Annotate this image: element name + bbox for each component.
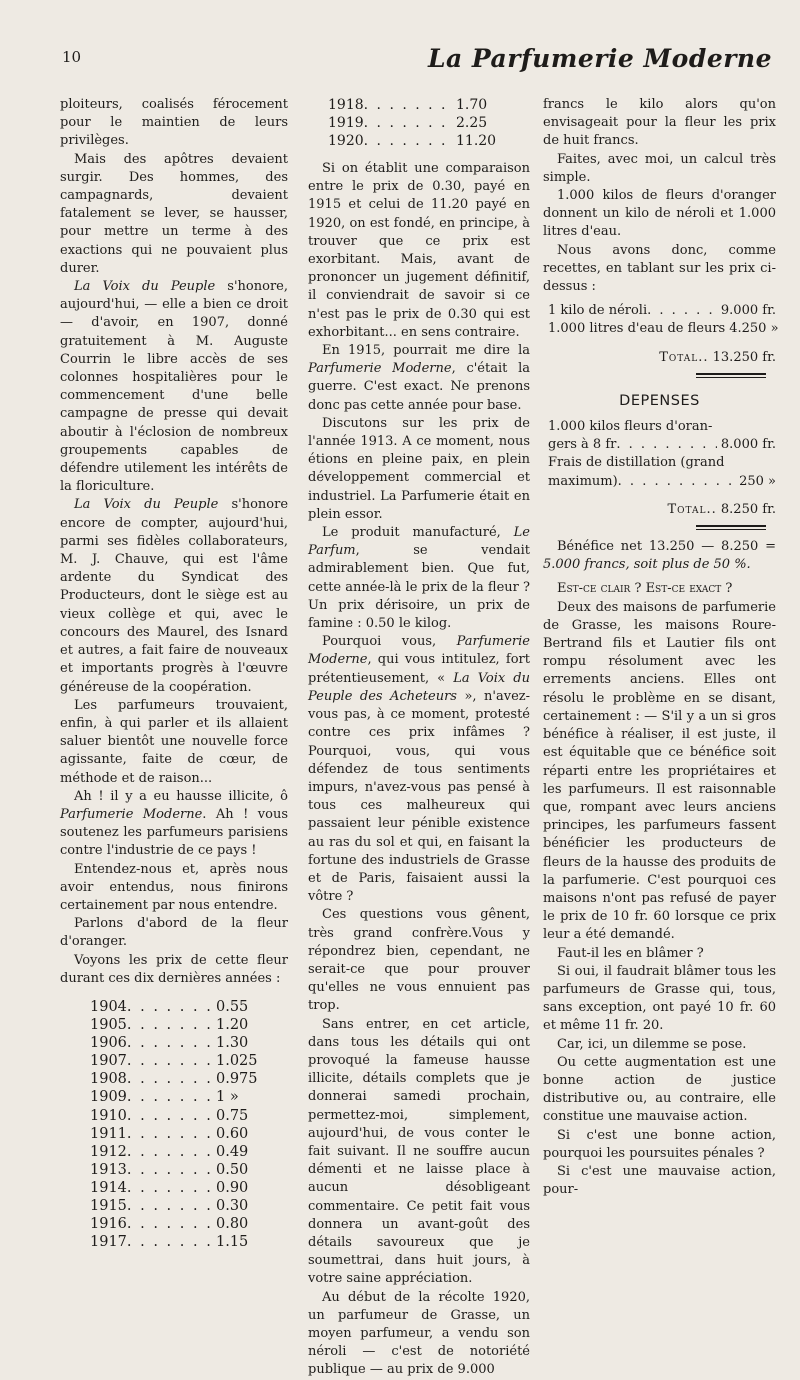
table-row [90, 1233, 260, 1251]
column-3 [543, 96, 779, 1199]
paragraph: Deux des maisons de parfumerie de Grasse, les maisons Roure-Bertrand fils et Lautier fils ont rompu résolument avec les errements anciens. Elles ont résolu le problème en se disant, certainement : — S'il y a un si gros bénéfice à réaliser, il est juste, il est équitable que ce bénéfice soit réparti entre les propriétaires et les parfumeurs. Il est raisonnable que, rompant avec leurs anciens principes, les parfumeurs fassent bénéficier les producteurs de fleurs de la hausse des produits de la parfumerie. C'est pourquoi ces maisons n'ont pas refusé de payer le prix de 10 fr. 60 lorsque ce prix leur a été demandé. [543, 599, 776, 943]
table-row [90, 998, 260, 1016]
row-label: 1913 [90, 1161, 127, 1178]
row-value: 0.975 [216, 1071, 258, 1088]
paragraph: La Voix du Peuple s'honore, aujourd'hui, — elle a bien ce droit — d'avoir, en 1907, donné gratuitement à M. Auguste Courrin le libre accès de ses colonnes hospitalières pour le commencement d'une belle campagne de presse qui devait aboutir à l'éclosion de nombreux groupements capables de défendre utilement les intérêts de la floriculture. [60, 279, 288, 495]
table-row [90, 1088, 260, 1106]
table-row [548, 320, 779, 338]
paragraph: Faites, avec moi, un calcul très simple. [543, 151, 776, 185]
paragraph: Le produit manufacturé, Le Parfum, se vendait admirablement bien. Que fut, cette année-là le prix de la fleur ? Un prix dérisoire, un prix de famine : 0.50 le kilog. [308, 525, 530, 632]
paragraph: Nous avons donc, comme recettes, en tablant sur les prix ci-dessus : [543, 242, 776, 295]
row-value: 0.80 [216, 1216, 249, 1233]
expense-line: Frais de distillation (grand [548, 455, 725, 471]
leader-dots [364, 114, 452, 132]
row-label: 1914 [90, 1179, 127, 1196]
row-value: 0.55 [216, 998, 249, 1015]
paragraph: Parlons d'abord de la fleur d'oranger. [60, 916, 288, 950]
column-2 [308, 96, 530, 1380]
receipts-table [548, 302, 779, 338]
row-value: 0.60 [216, 1125, 249, 1142]
row-label: 1916 [90, 1216, 127, 1233]
page-number: 10 [62, 48, 82, 66]
table-row [90, 1052, 260, 1070]
table-row [328, 96, 500, 114]
leader-dots [364, 132, 452, 150]
paragraph: Discutons sur les prix de l'année 1913. A ce moment, nous étions en pleine paix, en plein développement commercial et industriel. La Parfumerie était en plein essor. [308, 415, 530, 522]
paragraph: La Voix du Peuple s'honore encore de compter, aujourd'hui, parmi ses fidèles collaborateurs, M. J. Chauve, qui est l'âme ardente du Syndicat des Producteurs, dont le siège est au vieux collège et qui, avec le concours des Maurel, des Isnard et autres, a fait faire de nouveaux et importants progrès à l'œuvre généreuse de la coopération. [60, 497, 289, 695]
leader-dots [127, 1233, 212, 1251]
paragraph: Voyons les prix de cette fleur durant ces dix dernières années : [60, 952, 288, 986]
table-row [90, 1179, 260, 1197]
paragraph: francs le kilo alors qu'on envisageait pour la fleur les prix de huit francs. [543, 97, 776, 149]
double-rule [696, 525, 766, 530]
row-value: 0.30 [216, 1197, 249, 1214]
leader-dots [127, 1052, 212, 1070]
paragraph: Ces questions vous gênent, très grand confrère.Vous y répondrez bien, cependant, ne serait-ce que pour prouver qu'elles ne vous ennuient pas trop. [308, 907, 530, 1014]
row-value: 1.20 [216, 1017, 249, 1034]
double-rule [696, 373, 766, 378]
row-label: 1910 [90, 1107, 127, 1124]
leader-dots [127, 1107, 212, 1125]
row-label: 1918 [328, 97, 364, 113]
row-value: 1.15 [216, 1234, 249, 1251]
row-label: 1904 [90, 998, 127, 1015]
newspaper-name: La Voix du Peuple [74, 497, 219, 513]
row-value: 9.000 fr. [720, 303, 776, 319]
leader-dots [127, 1016, 212, 1034]
leader-dots [127, 1197, 212, 1215]
receipts-total: Total.. 13.250 fr. [659, 349, 776, 365]
expense-line: 1.000 kilos fleurs d'oran- [548, 419, 713, 435]
row-label: 1915 [90, 1197, 127, 1214]
table-row [328, 114, 500, 132]
depenses-heading: DEPENSES [619, 392, 700, 409]
row-label: 1906 [90, 1035, 127, 1052]
paragraph: 1.000 kilos de fleurs d'oranger donnent un kilo de néroli et 1.000 litres d'eau. [543, 188, 776, 240]
row-label: 1905 [90, 1017, 127, 1034]
benefit-line: Bénéfice net 13.250 — 8.250 = 5.000 francs, soit plus de 50 %. [543, 539, 776, 573]
table-row [90, 1161, 260, 1179]
table-row [90, 1215, 260, 1233]
orange-blossom-price-table-continued [328, 96, 500, 150]
table-row [90, 1125, 260, 1143]
row-label: 1.000 litres d'eau de fleurs [548, 321, 726, 337]
table-row [90, 1016, 260, 1034]
leader-dots [127, 1179, 212, 1197]
leader-dots [127, 1070, 212, 1088]
row-value: 2.25 [456, 115, 488, 131]
row-value: 0.49 [216, 1143, 249, 1160]
orange-blossom-price-table [90, 998, 260, 1251]
leader-dots [127, 1143, 212, 1161]
column-1 [60, 96, 288, 1251]
row-label: 1919 [328, 115, 364, 131]
paragraph: Si oui, il faudrait blâmer tous les parfumeurs de Grasse qui, tous, sans exception, ont payé 10 fr. 60 et même 11 fr. 20. [543, 963, 776, 1034]
row-label: 1909 [90, 1089, 127, 1106]
paragraph: Entendez-nous et, après nous avoir entendus, nous finirons certainement par nous entendre. [60, 861, 288, 913]
leader-dots [127, 1034, 212, 1052]
leader-dots [127, 1088, 212, 1106]
row-label: 1917 [90, 1234, 127, 1251]
expense-row: maximum) . . . 250 » [548, 473, 776, 491]
row-label: 1912 [90, 1143, 127, 1160]
paragraph: Ah ! il y a eu hausse illicite, ô Parfumerie Moderne. Ah ! vous soutenez les parfumeurs parisiens contre l'industrie de ce pays ! [60, 788, 288, 859]
row-value: 0.90 [216, 1179, 249, 1196]
paragraph: Si on établit une comparaison entre le prix de 0.30, payé en 1915 et celui de 11.20 payé en 1920, on est fondé, en principe, à trouver que ce prix est exorbitant. Mais, avant de prononcer un jugement définitif, il conviendrait de savoir si ce n'est pas le prix de 0.30 qui est exhorbitant... en sens contraire. [308, 161, 530, 340]
leader-dots [127, 1215, 212, 1233]
row-label: 1 kilo de néroli [548, 303, 648, 319]
row-label: 1911 [90, 1125, 127, 1142]
paragraph: Si c'est une mauvaise action, pour- [543, 1163, 776, 1198]
row-value: 1.70 [456, 97, 488, 113]
table-row [90, 1070, 260, 1088]
paragraph: Mais des apôtres devaient surgir. Des hommes, des campagnards, devaient fatalement se lever, se hausser, pour mettre un terme à des exactions qui ne pouvaient plus durer. [60, 151, 288, 276]
paragraph: Faut-il les en blâmer ? [557, 945, 704, 961]
row-value: 1.30 [216, 1035, 249, 1052]
paragraph: Ou cette augmentation est une bonne action de justice distributive ou, au contraire, elle constitue une mauvaise action. [543, 1054, 776, 1125]
leader-dots [127, 1161, 212, 1179]
row-value: 4.250 » [729, 321, 779, 337]
paragraph: Sans entrer, en cet article, dans tous les détails qui ont provoqué la fameuse hausse illicite, détails complets que je donnerai samedi prochain, permettez-moi, simplement, aujourd'hui, de vous conter le fait suivant. Il ne souffre aucun démenti et ne laisse place à aucun désobligeant commentaire. Ce petit fait vous donnera un avant-goût des détails savoureux que je soumettrai, dans huit jours, à votre saine appréciation. [308, 1016, 530, 1287]
table-row [90, 1034, 260, 1052]
paragraph: En 1915, pourrait me dire la Parfumerie Moderne, c'était la guerre. C'est exact. Ne prenons donc pas cette année pour base. [308, 343, 530, 413]
table-row [548, 302, 776, 320]
row-value: 0.50 [216, 1161, 249, 1178]
newspaper-name: La Voix du Peuple [74, 279, 216, 295]
masthead-title: La Parfumerie Moderne [427, 44, 772, 73]
section-heading: Est-ce clair ? Est-ce exact ? [557, 581, 733, 597]
row-label: 1907 [90, 1053, 127, 1070]
paragraph: Si c'est une bonne action, pourquoi les poursuites pénales ? [543, 1127, 776, 1161]
row-value: 1.025 [216, 1053, 258, 1070]
expense-row: gers à 8 fr . . . 8.000 fr. [548, 436, 776, 454]
expenses-total: Total.. 8.250 fr. [667, 501, 776, 517]
leader-dots [647, 302, 717, 320]
table-row [90, 1143, 260, 1161]
row-value: 11.20 [456, 133, 497, 149]
table-row [90, 1107, 260, 1125]
paragraph: Au début de la récolte 1920, un parfumeur de Grasse, un moyen parfumeur, a vendu son néroli — c'est de notoriété publique — au prix de 9.000 [308, 1289, 530, 1378]
row-value: 0.75 [216, 1107, 249, 1124]
row-value: 1 » [216, 1089, 239, 1106]
table-row [328, 132, 500, 150]
paragraph: ploiteurs, coalisés férocement pour le maintien de leurs privilèges. [60, 97, 288, 149]
leader-dots [127, 1125, 212, 1143]
paragraph: Car, ici, un dilemme se pose. [557, 1036, 747, 1052]
expenses-table [548, 418, 776, 491]
leader-dots [127, 998, 212, 1016]
table-row [90, 1197, 260, 1215]
leader-dots [364, 96, 452, 114]
row-label: 1908 [90, 1071, 127, 1088]
paragraph: Pourquoi vous, Parfumerie Moderne, qui vous intitulez, fort prétentieusement, « La Voix du Peuple des Acheteurs », n'avez-vous pas, à ce moment, protesté contre ces prix infâmes ? Pourquoi, vous, qui vous défendez de tous sentiments impurs, n'avez-vous pas pensé à tous ces malheureux qui passaient leur pénible existence au ras du sol et qui, en faisant la fortune des industriels de Grasse et de Paris, faisaient aussi la vôtre ? [308, 634, 530, 905]
row-label: 1920 [328, 133, 364, 149]
paragraph: Les parfumeurs trouvaient, enfin, à qui parler et ils allaient saluer bientôt une nouvelle force agissante, faite de cœur, de méthode et de raison... [60, 697, 288, 786]
